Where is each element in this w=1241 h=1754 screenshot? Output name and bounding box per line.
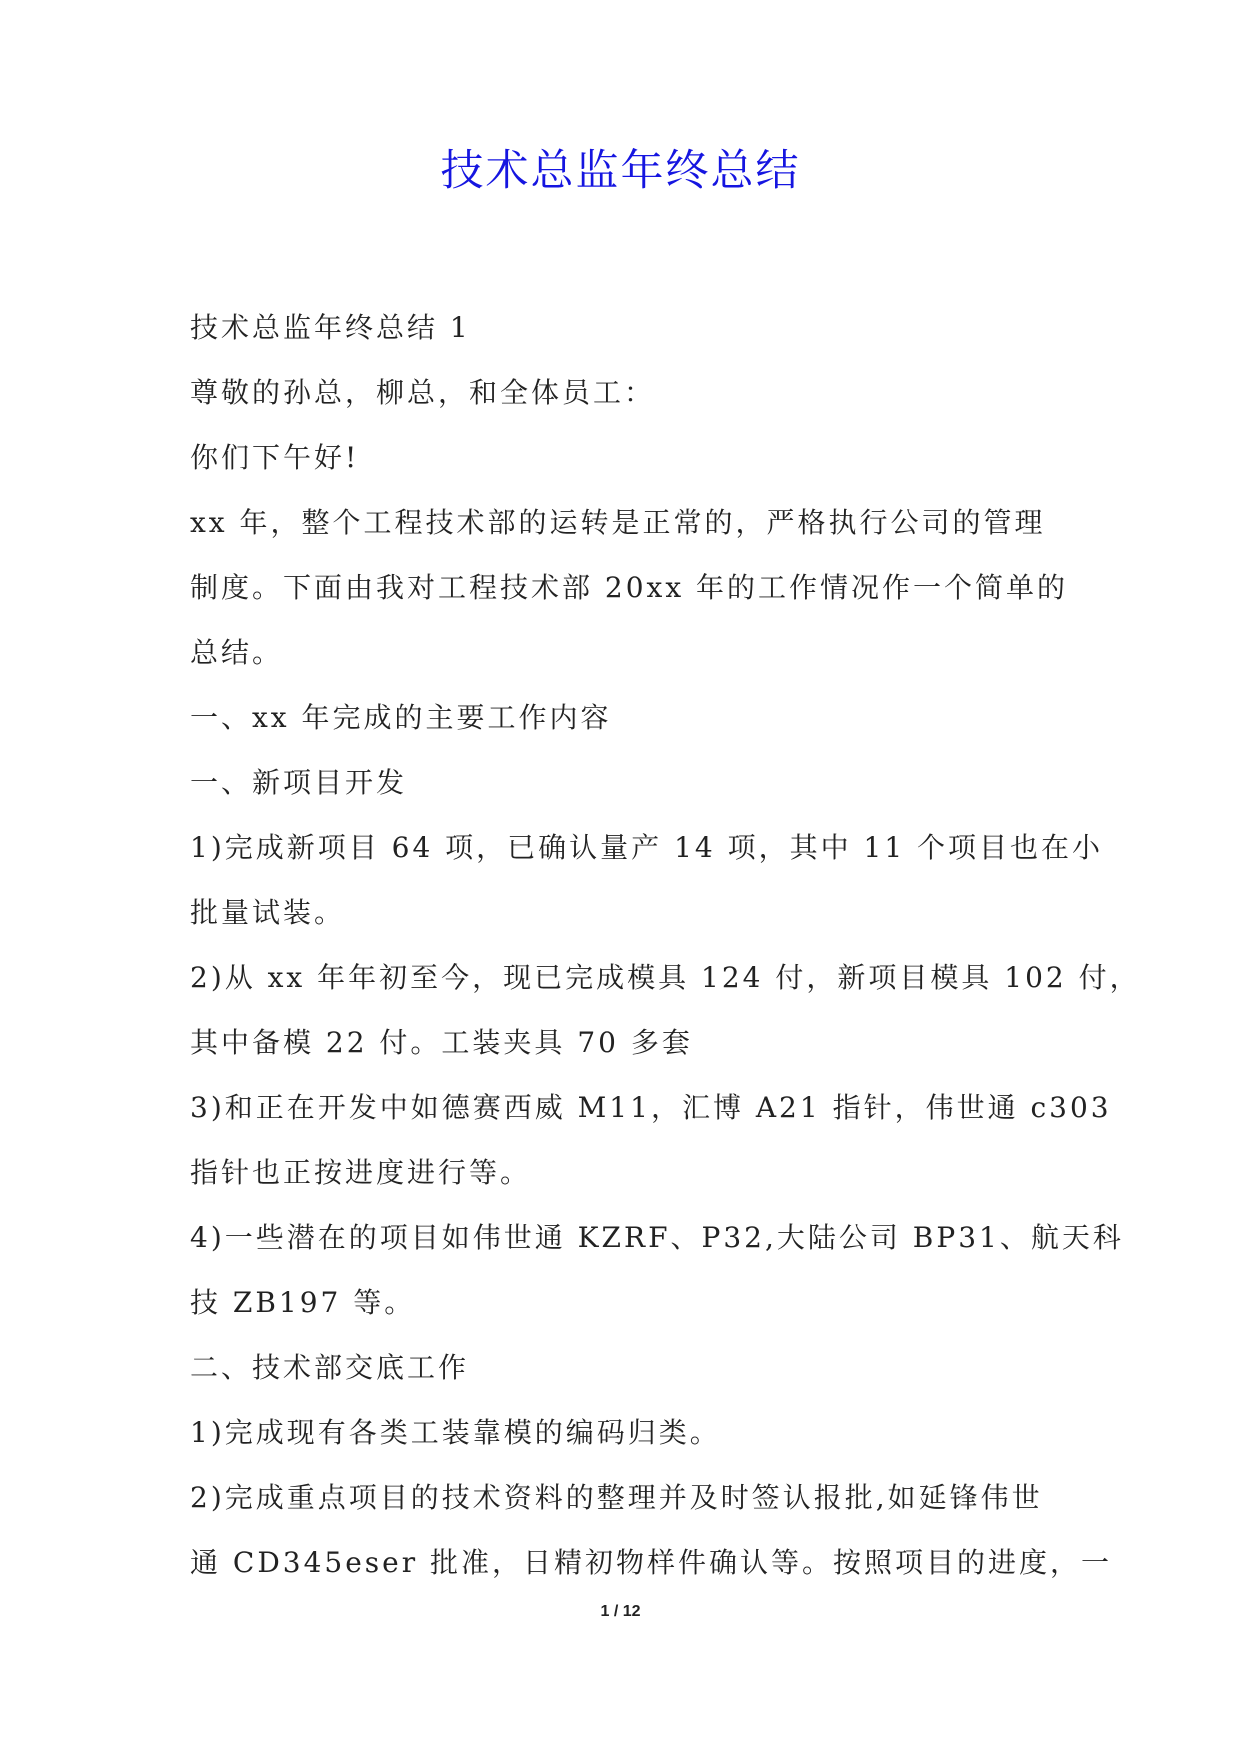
body-line: xx 年，整个工程技术部的运转是正常的，严格执行公司的管理 <box>190 506 1046 539</box>
body-line: 一、新项目开发 <box>190 766 408 799</box>
body-line: 批量试装。 <box>190 896 346 929</box>
body-line: 二、技术部交底工作 <box>190 1351 470 1384</box>
body-line: 2)完成重点项目的技术资料的整理并及时签认报批,如延锋伟世 <box>190 1481 1043 1514</box>
body-line: 其中备模 22 付。工装夹具 70 多套 <box>190 1026 693 1059</box>
document-body <box>190 295 1141 1595</box>
body-line: 4)一些潜在的项目如伟世通 KZRF、P32,大陆公司 BP31、航天科 <box>190 1221 1124 1254</box>
body-line: 尊敬的孙总，柳总，和全体员工： <box>190 376 656 409</box>
body-line: 制度。下面由我对工程技术部 20xx 年的工作情况作一个简单的 <box>190 571 1069 604</box>
body-line: 2)从 xx 年年初至今，现已完成模具 124 付，新项目模具 102 付， <box>190 961 1141 994</box>
body-line: 技术总监年终总结 1 <box>190 311 471 344</box>
body-line: 3)和正在开发中如德赛西威 M11，汇博 A21 指针，伟世通 c303 <box>190 1091 1112 1124</box>
body-line: 1)完成现有各类工装靠模的编码归类。 <box>190 1416 721 1449</box>
body-line: 一、xx 年完成的主要工作内容 <box>190 701 612 734</box>
body-line: 通 CD345eser 批准，日精初物样件确认等。按照项目的进度，一 <box>190 1546 1113 1579</box>
body-line: 总结。 <box>190 636 284 669</box>
body-line: 指针也正按进度进行等。 <box>190 1156 532 1189</box>
body-line: 技 ZB197 等。 <box>190 1286 416 1319</box>
body-line: 你们下午好! <box>190 441 360 474</box>
body-line: 1)完成新项目 64 项，已确认量产 14 项，其中 11 个项目也在小 <box>190 831 1104 864</box>
page-number: 1 / 12 <box>600 1603 641 1620</box>
document-title: 技术总监年终总结 <box>440 146 801 196</box>
